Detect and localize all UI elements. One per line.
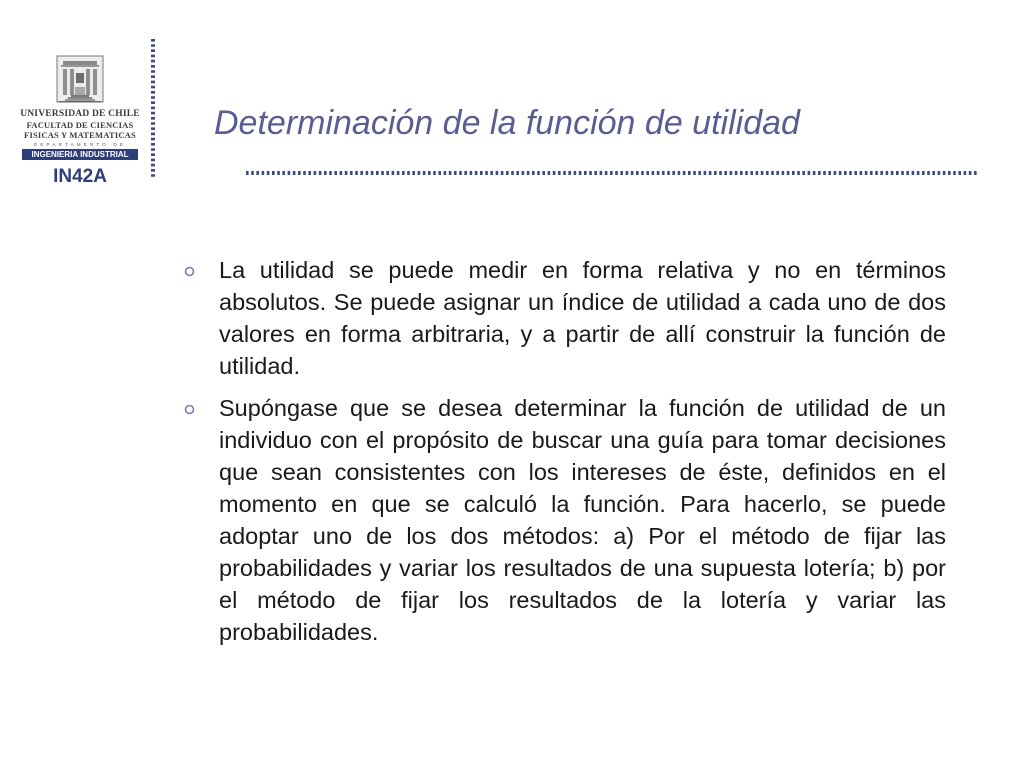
hollow-circle-bullet-icon [184,404,195,415]
hollow-circle-bullet-icon [184,266,195,277]
vertical-dotted-divider [150,38,156,180]
bullet-list [184,254,946,658]
university-building-icon [55,52,105,104]
department-label: DEPARTAMENTO DE [33,142,127,147]
department-banner: INGENIERIA INDUSTRIAL [22,149,138,160]
bullet-item [184,392,946,648]
slide-title: Determinación de la función de utilidad [214,104,800,142]
title-dotted-underline [246,170,978,176]
university-logo [18,52,146,202]
university-name: UNIVERSIDAD DE CHILE [20,109,140,119]
bullet-item [184,254,946,382]
faculty-name-line1: FACULTAD DE CIENCIAS [26,120,134,130]
course-code: IN42A [53,166,107,187]
faculty-name-line2: FISICAS Y MATEMATICAS [24,130,136,140]
bullet-text: Supóngase que se desea determinar la función de utilidad de un individuo con el propósito de buscar una guía para tomar decisiones que sean consistentes con los intereses de éste, definidos en el momento en que se calculó la función. Para hacerlo, se puede adoptar uno de los dos métodos: a) Por el método de fijar las probabilidades y variar los resultados de una supuesta lotería; b) por el método de fijar los resultados de la lotería y variar las probabilidades. [219,395,946,645]
bullet-text: La utilidad se puede medir en forma relativa y no en términos absolutos. Se puede asignar un índice de utilidad a cada uno de dos valores en forma arbitraria, y a partir de allí construir la función de utilidad. [219,257,946,379]
